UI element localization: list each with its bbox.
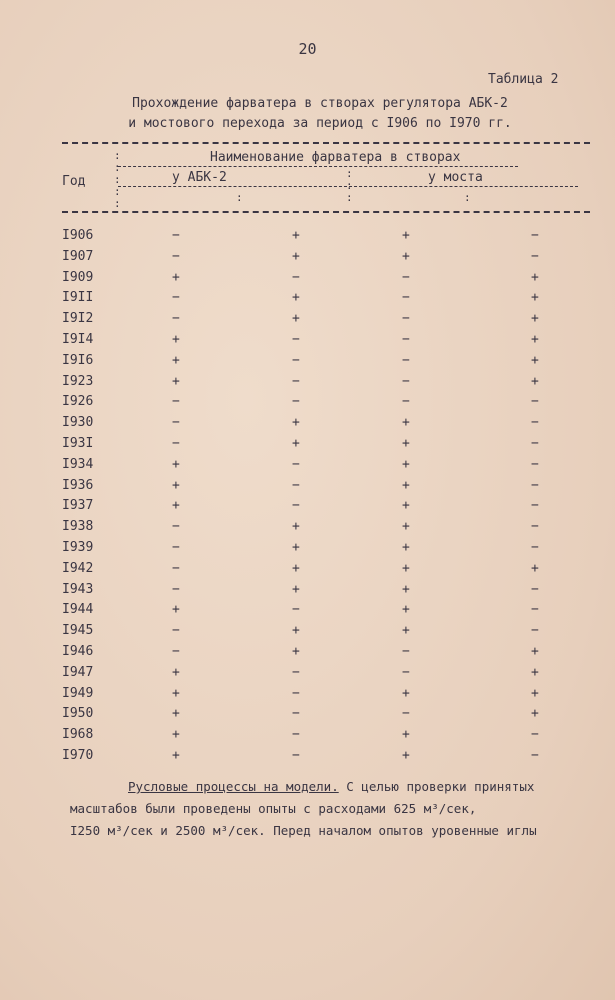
table-row	[0, 374, 615, 394]
bridge-cell-1: +	[402, 519, 410, 535]
paragraph-line-1	[128, 776, 534, 798]
bridge-cell-2: +	[531, 685, 539, 701]
bridge-cell-2: +	[531, 311, 539, 327]
bridge-cell-1: −	[402, 373, 410, 389]
table-row	[0, 415, 615, 435]
abk-cell-2: +	[292, 290, 300, 306]
abk-cell-2: −	[292, 394, 300, 410]
table-row	[0, 498, 615, 518]
abk-cell-2: +	[292, 248, 300, 264]
bridge-cell-1: +	[402, 415, 410, 431]
bridge-cell-1: +	[402, 228, 410, 243]
year-cell: I944	[62, 602, 94, 618]
bridge-cell-1: −	[402, 269, 410, 285]
bridge-cell-1: +	[402, 456, 410, 472]
bridge-cell-1: −	[402, 644, 410, 659]
bridge-cell-1: +	[402, 477, 410, 493]
abk-cell-2: +	[292, 436, 300, 451]
bridge-cell-2: −	[531, 519, 539, 535]
bridge-cell-2: +	[531, 352, 539, 368]
table-row	[0, 457, 615, 477]
abk-cell-1: −	[172, 540, 180, 555]
header-sub-abk: у АБК-2	[172, 170, 227, 185]
year-cell: I9I4	[62, 332, 94, 347]
bridge-cell-2: −	[531, 623, 539, 639]
bridge-cell-1: −	[402, 706, 410, 722]
bridge-cell-2: −	[531, 748, 539, 763]
table-row	[0, 353, 615, 373]
abk-cell-2: +	[292, 623, 300, 639]
table-row	[0, 748, 615, 768]
year-cell: I942	[62, 560, 94, 576]
abk-cell-1: −	[172, 560, 180, 576]
table-row	[0, 686, 615, 706]
bridge-cell-2: −	[531, 477, 539, 493]
abk-cell-1: +	[172, 727, 180, 743]
bridge-cell-2: −	[531, 436, 539, 451]
bridge-cell-1: −	[402, 311, 410, 327]
abk-cell-2: +	[292, 540, 300, 555]
year-cell: I9I6	[62, 352, 94, 368]
abk-cell-1: +	[172, 685, 180, 701]
bridge-cell-2: +	[531, 706, 539, 722]
year-cell: I907	[62, 248, 94, 264]
bridge-cell-2: +	[531, 373, 539, 389]
table-row	[0, 332, 615, 352]
paragraph-line-3: I250 м³/сек и 2500 м³/сек. Перед началом опытов уровенные иглы	[70, 823, 537, 838]
header-group-underline	[118, 166, 518, 167]
paragraph-line-2: масштабов были проведены опыты с расходами 625 м³/сек,	[70, 801, 477, 816]
abk-cell-2: −	[292, 727, 300, 743]
bridge-cell-2: +	[531, 664, 539, 680]
abk-cell-1: −	[172, 248, 180, 264]
table-row	[0, 249, 615, 269]
top-rule	[62, 142, 590, 144]
bridge-cell-2: −	[531, 456, 539, 472]
bridge-cell-1: +	[402, 581, 410, 597]
abk-cell-1: −	[172, 228, 180, 243]
year-cell: I968	[62, 727, 94, 743]
abk-cell-2: −	[292, 748, 300, 763]
abk-cell-1: −	[172, 394, 180, 410]
bridge-cell-2: −	[531, 228, 539, 243]
table-row	[0, 311, 615, 331]
bridge-cell-1: +	[402, 498, 410, 514]
bridge-cell-1: +	[402, 540, 410, 555]
abk-cell-2: +	[292, 519, 300, 535]
abk-cell-1: −	[172, 519, 180, 535]
year-cell: I926	[62, 394, 94, 410]
year-cell: I906	[62, 228, 94, 243]
bridge-cell-1: −	[402, 352, 410, 368]
abk-cell-2: +	[292, 560, 300, 576]
table-row	[0, 623, 615, 643]
year-cell: I939	[62, 540, 94, 555]
bridge-cell-2: +	[531, 332, 539, 347]
table-row	[0, 561, 615, 581]
abk-cell-2: +	[292, 228, 300, 243]
year-cell: I949	[62, 685, 94, 701]
header-year: Год	[62, 174, 86, 189]
column-divider-4: :	[464, 191, 471, 204]
abk-cell-1: +	[172, 748, 180, 763]
abk-cell-1: +	[172, 456, 180, 472]
abk-cell-2: −	[292, 269, 300, 285]
bridge-cell-1: −	[402, 332, 410, 347]
abk-cell-1: −	[172, 623, 180, 639]
table-row	[0, 644, 615, 664]
table-row	[0, 290, 615, 310]
abk-cell-1: +	[172, 706, 180, 722]
table-row	[0, 270, 615, 290]
paragraph-heading: Русловые процессы на модели.	[128, 779, 339, 794]
table-row	[0, 602, 615, 622]
bridge-cell-1: +	[402, 727, 410, 743]
abk-cell-1: −	[172, 644, 180, 659]
year-cell: I909	[62, 269, 94, 285]
table-row	[0, 665, 615, 685]
abk-cell-2: −	[292, 352, 300, 368]
abk-cell-2: −	[292, 498, 300, 514]
abk-cell-1: +	[172, 269, 180, 285]
bridge-cell-2: +	[531, 644, 539, 659]
abk-cell-2: +	[292, 581, 300, 597]
table-row	[0, 727, 615, 747]
abk-cell-2: −	[292, 602, 300, 618]
abk-cell-2: −	[292, 685, 300, 701]
bridge-cell-1: +	[402, 248, 410, 264]
abk-cell-2: −	[292, 332, 300, 347]
abk-cell-1: −	[172, 311, 180, 327]
abk-cell-2: +	[292, 644, 300, 659]
bridge-cell-2: −	[531, 394, 539, 410]
year-cell: I9I2	[62, 311, 94, 327]
page-number: 20	[298, 40, 317, 58]
abk-cell-2: −	[292, 373, 300, 389]
bridge-cell-2: −	[531, 540, 539, 555]
abk-cell-2: −	[292, 706, 300, 722]
title-line-2: и мостового перехода за период с I906 по I970 гг.	[128, 116, 512, 131]
year-cell: I93I	[62, 436, 94, 451]
year-cell: I937	[62, 498, 94, 514]
abk-cell-1: +	[172, 477, 180, 493]
abk-cell-1: +	[172, 352, 180, 368]
year-cell: I947	[62, 664, 94, 680]
bridge-cell-2: +	[531, 290, 539, 306]
year-cell: I945	[62, 623, 94, 639]
bridge-cell-2: −	[531, 602, 539, 618]
abk-cell-1: −	[172, 290, 180, 306]
bridge-cell-1: −	[402, 394, 410, 410]
table-row	[0, 582, 615, 602]
abk-cell-2: −	[292, 477, 300, 493]
year-cell: I934	[62, 456, 94, 472]
abk-cell-2: +	[292, 311, 300, 327]
abk-cell-1: +	[172, 498, 180, 514]
bridge-cell-1: −	[402, 664, 410, 680]
table-row	[0, 436, 615, 456]
table-row	[0, 519, 615, 539]
abk-cell-1: −	[172, 436, 180, 451]
table-row	[0, 394, 615, 414]
year-cell: I943	[62, 581, 94, 597]
header-sub-bridge: у моста	[428, 170, 483, 185]
bridge-cell-1: +	[402, 602, 410, 618]
bridge-cell-2: −	[531, 498, 539, 514]
bridge-cell-2: −	[531, 727, 539, 743]
header-group: Наименование фарватера в створах	[210, 150, 461, 165]
year-cell: I9II	[62, 290, 94, 306]
bridge-cell-1: +	[402, 623, 410, 639]
bridge-cell-2: −	[531, 581, 539, 597]
year-cell: I938	[62, 519, 94, 535]
table-label: Таблица 2	[488, 72, 559, 87]
bridge-cell-1: +	[402, 560, 410, 576]
bridge-cell-2: +	[531, 269, 539, 285]
abk-cell-1: +	[172, 332, 180, 347]
table-row	[0, 540, 615, 560]
bridge-cell-1: +	[402, 748, 410, 763]
abk-cell-1: +	[172, 664, 180, 680]
abk-cell-1: +	[172, 602, 180, 618]
abk-cell-2: −	[292, 664, 300, 680]
bridge-cell-1: +	[402, 685, 410, 701]
column-divider-1: : : : : :	[114, 149, 121, 210]
abk-cell-1: −	[172, 581, 180, 597]
year-cell: I950	[62, 706, 94, 722]
table-title	[60, 94, 580, 134]
year-cell: I936	[62, 477, 94, 493]
title-line-1: Прохождение фарватера в створах регулятора АБК-2	[132, 96, 508, 111]
bridge-cell-1: −	[402, 290, 410, 306]
table-row	[0, 706, 615, 726]
year-cell: I946	[62, 644, 94, 659]
bridge-cell-2: −	[531, 248, 539, 264]
abk-cell-2: +	[292, 415, 300, 431]
bridge-cell-2: +	[531, 560, 539, 576]
year-cell: I970	[62, 748, 94, 763]
column-divider-3: :	[236, 191, 243, 204]
paragraph-line-1-rest: С целью проверки принятых	[338, 779, 535, 794]
column-divider-2: : : :	[346, 167, 353, 204]
year-cell: I923	[62, 373, 94, 389]
bridge-cell-1: +	[402, 436, 410, 451]
abk-cell-1: −	[172, 415, 180, 431]
bridge-cell-2: −	[531, 415, 539, 431]
header-bottom-rule	[62, 211, 590, 213]
abk-cell-2: −	[292, 456, 300, 472]
year-cell: I930	[62, 415, 94, 431]
table-row	[0, 228, 615, 248]
abk-cell-1: +	[172, 373, 180, 389]
table-row	[0, 478, 615, 498]
